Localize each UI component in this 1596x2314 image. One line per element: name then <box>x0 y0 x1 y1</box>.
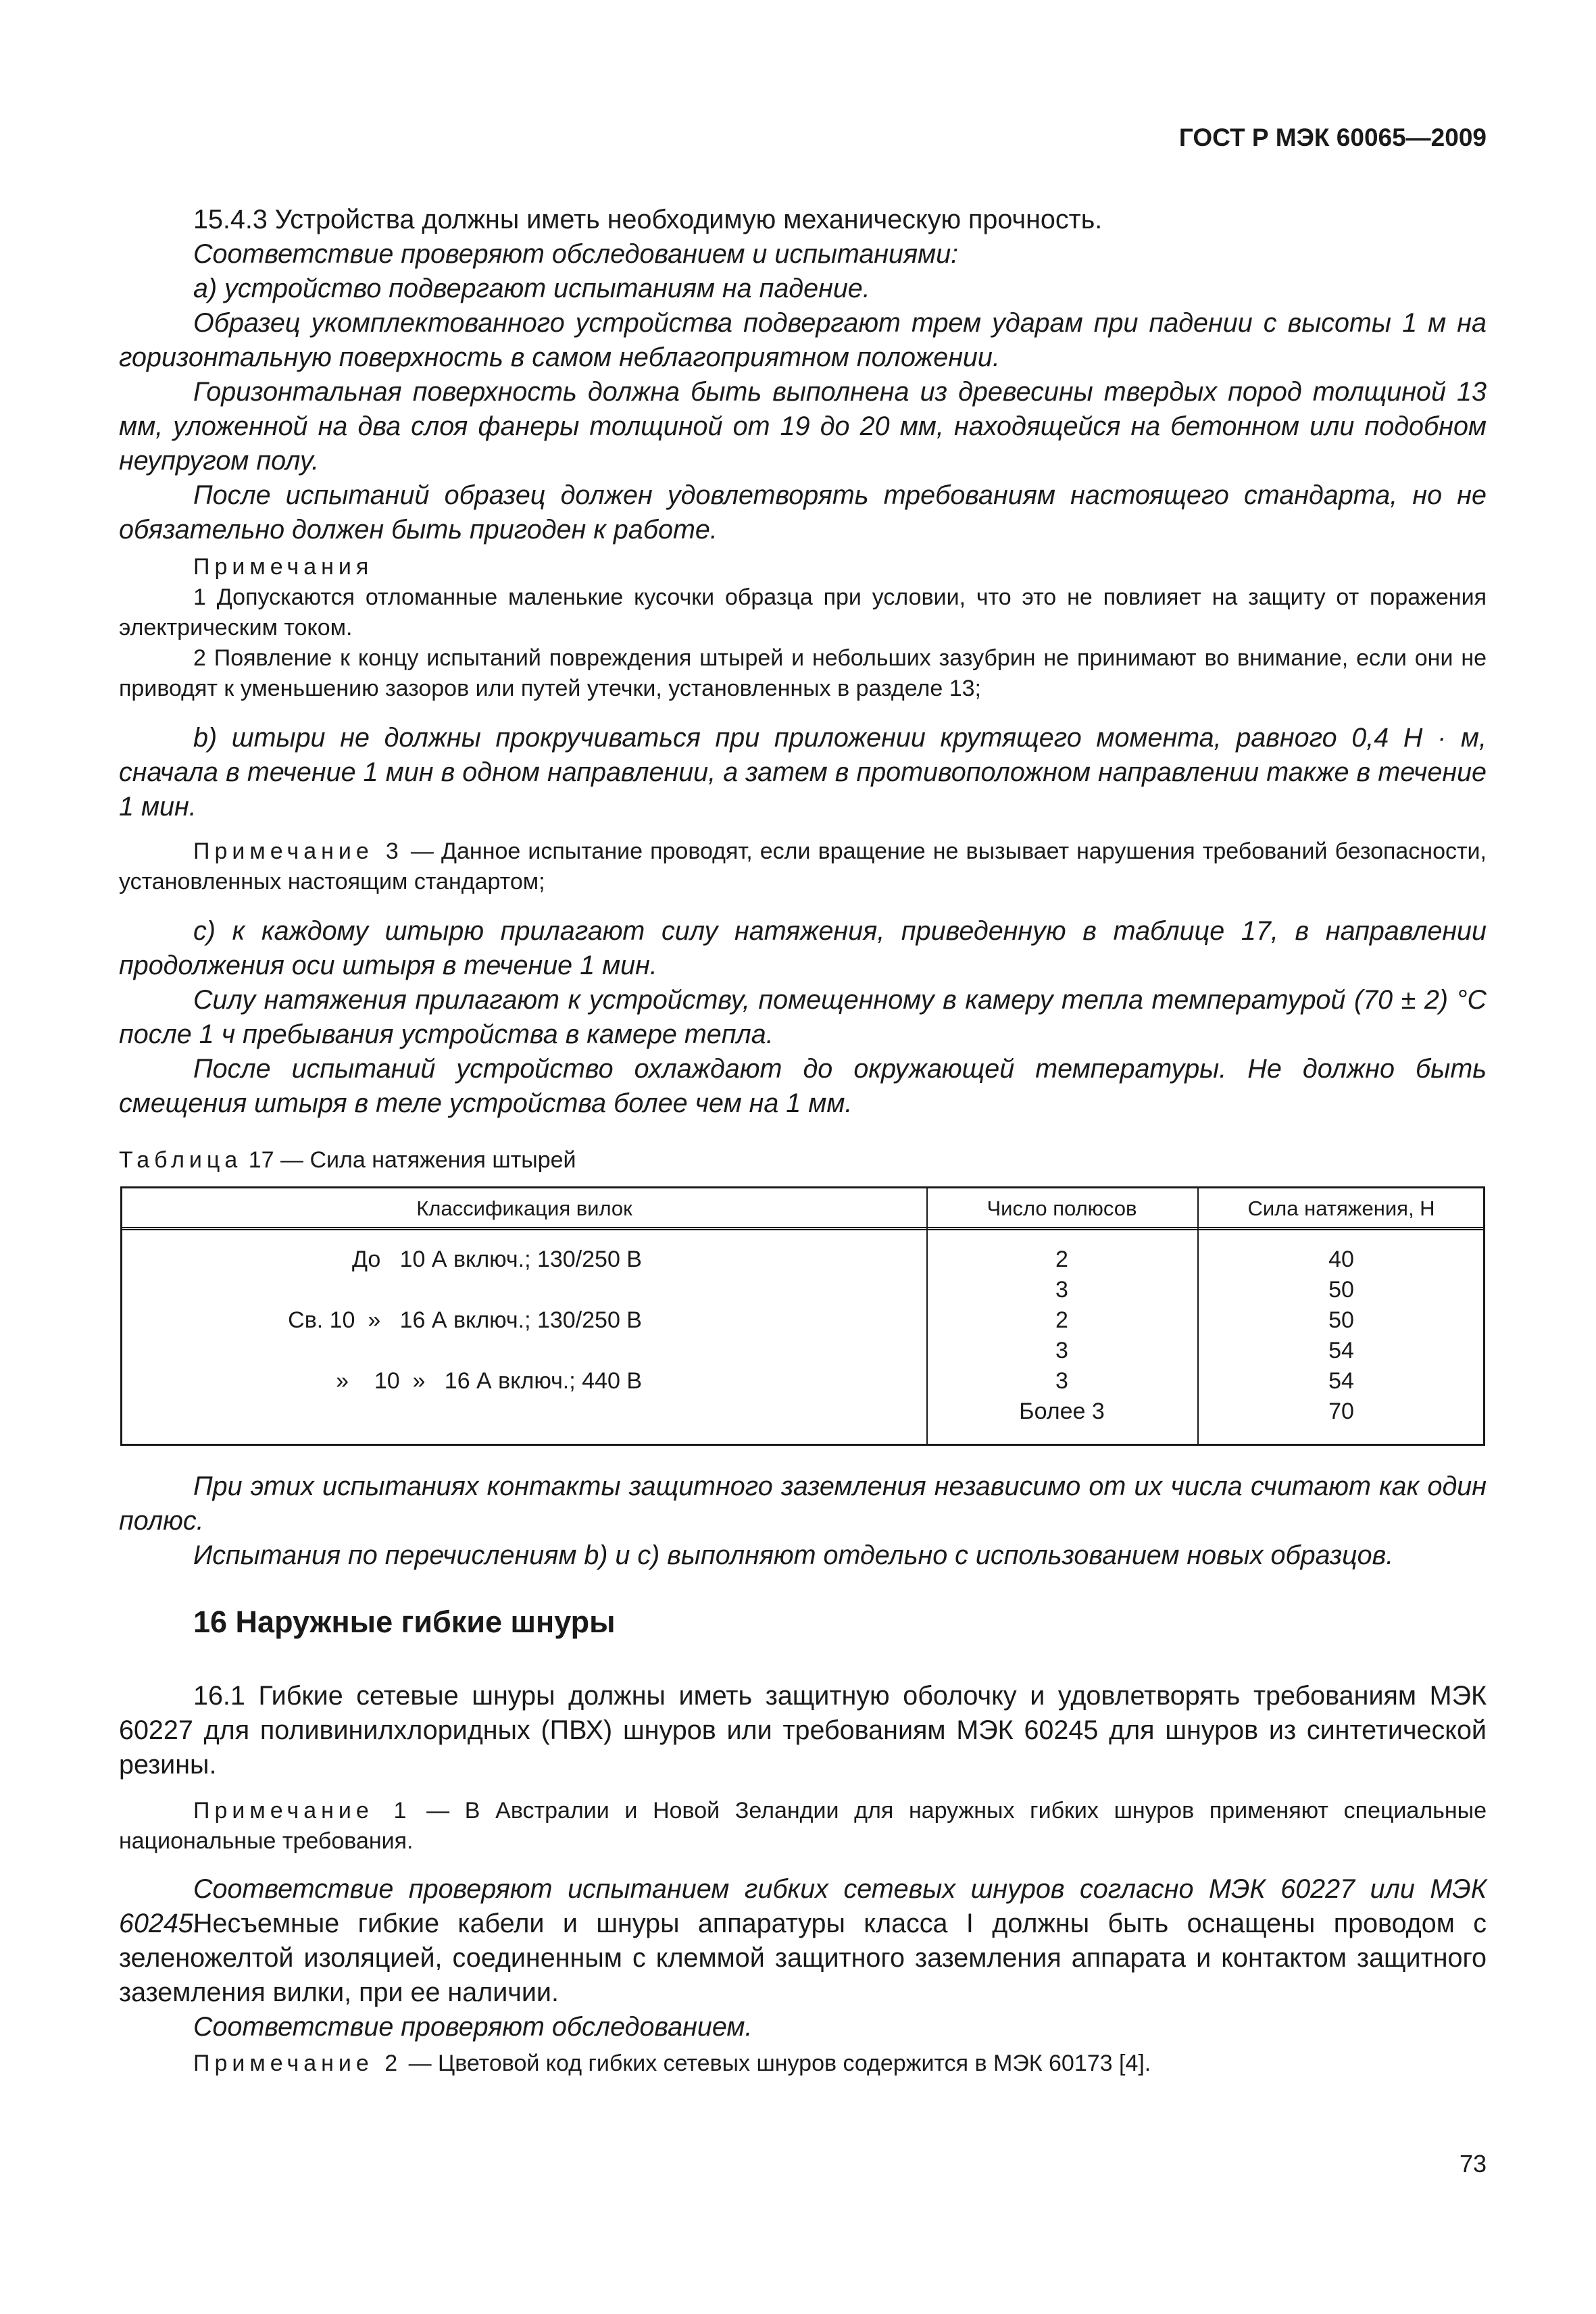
note-3-text: — Данное испытание проводят, если вращение не вызывает нарушения требований безопасности, установленных настоящим стандартом; <box>119 838 1487 895</box>
table-caption <box>119 1147 576 1174</box>
poles-value: 3 <box>1055 1338 1068 1363</box>
header-poles: Число полюсов <box>987 1197 1137 1220</box>
force-value: 54 <box>1328 1368 1354 1394</box>
cooling-paragraph: После испытаний устройство охлаждают до окружающей температуры. Не должно быть смещения штыря в теле устройства более чем на 1 мм. <box>119 1054 1487 1118</box>
item-b: b) штыри не должны прокручиваться при приложении крутящего момента, равного 0,4 Н · м, сначала в течение 1 мин в одном направлении, а затем в противоположном направлении также в течение 1 мин. <box>119 723 1487 822</box>
classification-cell: » 10 » 16 А включ.; 440 В <box>336 1368 642 1394</box>
header-classification: Классификация вилок <box>416 1197 632 1220</box>
poles-value: 2 <box>1055 1247 1068 1272</box>
header-force: Сила натяжения, Н <box>1247 1197 1435 1220</box>
class-i-paragraph: Несъемные гибкие кабели и шнуры аппаратуры класса I должны быть оснащены проводом с зеленожелтой изоляцией, соединенным с клеммой защитного заземления аппарата и контактом защитного заземления вилки, при ее наличии. <box>119 1909 1487 2007</box>
note-2: 2 Появление к концу испытаний повреждения штырей и небольших зазубрин не принимают во внимание, если они не приводят к уменьшению зазоров или путей утечки, установленных в разделе 13; <box>119 645 1487 701</box>
poles-value: Более 3 <box>1019 1399 1105 1424</box>
note-1-label: Примечание 1 <box>193 1798 412 1823</box>
after-test-paragraph: После испытаний образец должен удовлетворять требованиям настоящего стандарта, но не обязательно должен быть пригоден к работе. <box>119 480 1487 545</box>
section-16-note-2 <box>119 2048 1487 2079</box>
note-3-label: Примечание 3 <box>193 838 403 864</box>
compliance-statement: Соответствие проверяют обследованием и испытаниями: <box>193 239 959 269</box>
force-value: 54 <box>1328 1338 1354 1363</box>
poles-value: 2 <box>1055 1307 1068 1333</box>
classification-cell: До 10 А включ.; 130/250 В <box>351 1247 642 1272</box>
force-value: 70 <box>1328 1399 1354 1424</box>
document-code-header: ГОСТ Р МЭК 60065—2009 <box>1178 124 1487 151</box>
item-c: c) к каждому штырю прилагают силу натяжения, приведенную в таблице 17, в направлении продолжения оси штыря в течение 1 мин. <box>119 916 1487 980</box>
section-16-note-1 <box>119 1796 1487 1857</box>
item-a: a) устройство подвергают испытаниям на падение. <box>193 274 870 303</box>
classification-cell: Св. 10 » 16 А включ.; 130/250 В <box>288 1307 642 1333</box>
clause-16-1: 16.1 Гибкие сетевые шнуры должны иметь защитную оболочку и удовлетворять требованиям МЭК 60227 для поливинилхлоридных (ПВХ) шнуров или требованиям МЭК 60245 для шнуров из синтетической резины. <box>119 1681 1487 1780</box>
table-caption-label: Таблица <box>119 1147 243 1173</box>
force-value: 50 <box>1328 1277 1354 1303</box>
force-value: 50 <box>1328 1307 1354 1333</box>
poles-value: 3 <box>1055 1277 1068 1303</box>
page-number: 73 <box>1459 2150 1487 2178</box>
drop-test-paragraph: Образец укомплектованного устройства подвергают трем ударам при падении с высоты 1 м на горизонтальную поверхность в самом неблагоприятном положении. <box>119 308 1487 372</box>
note-1: 1 Допускаются отломанные маленькие кусочки образца при условии, что это не повлияет на защиту от поражения электрическим током. <box>119 584 1487 640</box>
surface-paragraph: Горизонтальная поверхность должна быть выполнена из древесины твердых пород толщиной 13 мм, уложенной на два слоя фанеры толщиной от 19 до 20 мм, находящейся на бетонном или подобном неупругом полу. <box>119 377 1487 476</box>
note-2-label: Примечание 2 <box>193 2051 403 2076</box>
pull-force-table <box>120 1186 1485 1446</box>
note-1-text: — В Австралии и Новой Зеландии для наружных гибких шнуров применяют специальные национальные требования. <box>119 1798 1487 1854</box>
force-value: 40 <box>1328 1247 1354 1272</box>
heat-paragraph: Силу натяжения прилагают к устройству, помещенному в камеру тепла температурой (70 ± 2) °С после 1 ч пребывания устройства в камере тепла. <box>119 985 1487 1049</box>
notes-label: Примечания <box>193 554 374 580</box>
inspection-paragraph: Соответствие проверяют обследованием. <box>193 2012 753 2042</box>
poles-value: 3 <box>1055 1368 1068 1394</box>
note-3 <box>119 836 1487 897</box>
cord-compliance-paragraph: Соответствие проверяют испытанием гибких сетевых шнуров согласно МЭК 60227 или МЭК 60245. <box>119 1874 1487 1938</box>
force-cell <box>1197 1244 1485 1427</box>
section-16-heading: 16 Наружные гибкие шнуры <box>193 1605 616 1639</box>
poles-cell <box>926 1244 1197 1427</box>
separate-tests-paragraph: Испытания по перечислениям b) и c) выполняют отдельно с использованием новых образцов. <box>193 1540 1394 1570</box>
protective-earth-paragraph: При этих испытаниях контакты защитного заземления независимо от их числа считают как один полюс. <box>119 1472 1487 1536</box>
table-caption-text: 17 — Сила натяжения штырей <box>242 1147 576 1173</box>
clause-15-4-3: 15.4.3 Устройства должны иметь необходимую механическую прочность. <box>193 205 1103 234</box>
note-2-text: — Цветовой код гибких сетевых шнуров содержится в МЭК 60173 [4]. <box>402 2051 1151 2076</box>
